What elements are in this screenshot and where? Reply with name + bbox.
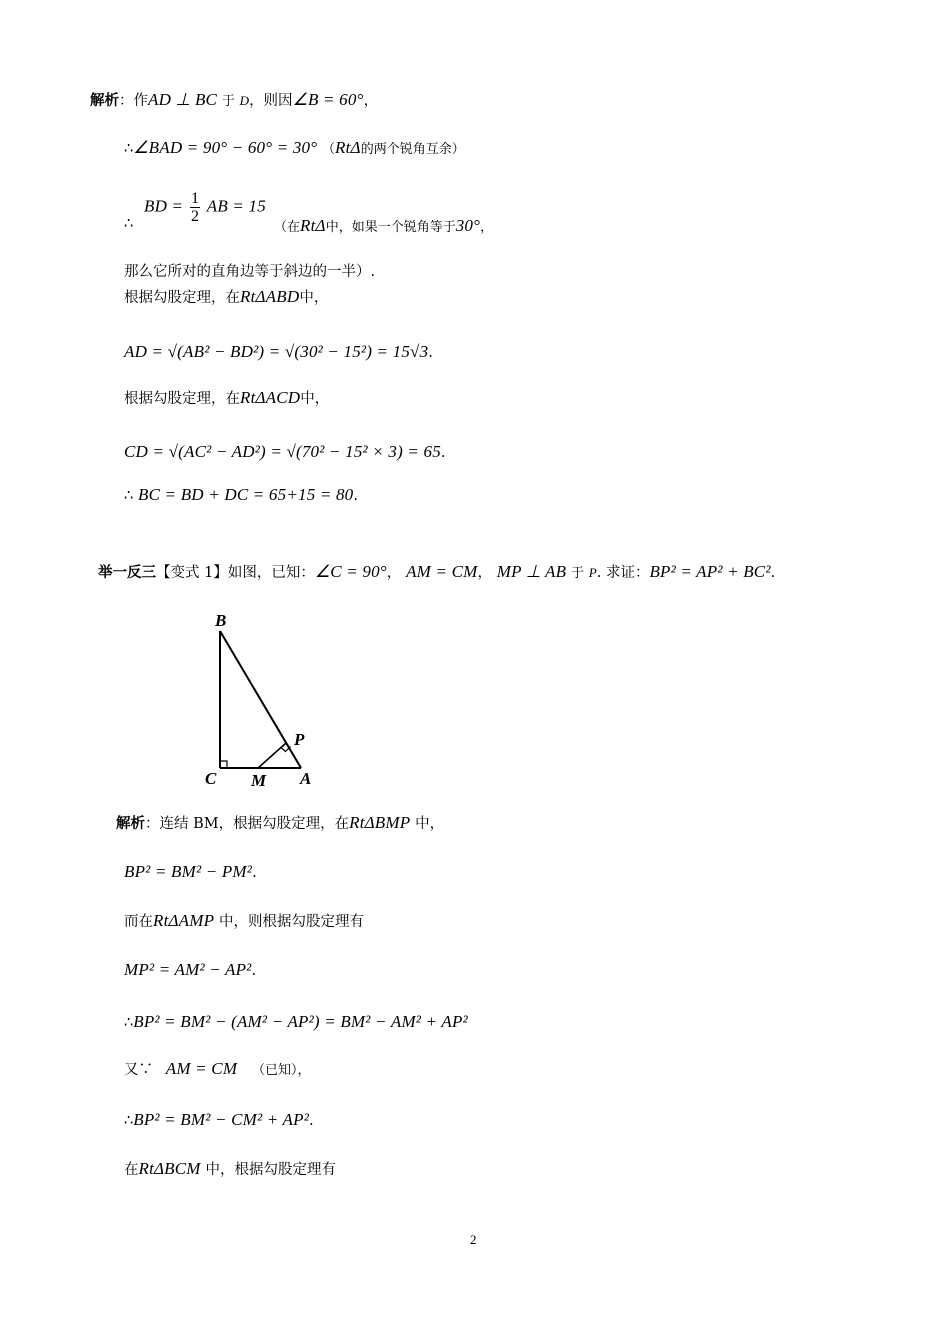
solution-label: 解析	[116, 816, 145, 832]
math: RtΔBCM	[138, 1159, 201, 1178]
formula: BP² = BM² − CM² + AP²	[133, 1110, 310, 1129]
math: RtΔ	[335, 138, 361, 157]
text: 而在	[124, 914, 153, 930]
therefore-symbol: ∴	[124, 488, 134, 504]
line-9	[124, 485, 358, 506]
math: BP² = AP² + BC²	[649, 562, 771, 581]
math: AD ⊥ BC	[148, 90, 218, 109]
label-b: B	[215, 611, 227, 630]
text: （在	[274, 220, 301, 235]
page-number: 2	[470, 1232, 477, 1247]
text: 在	[124, 1162, 139, 1178]
math: AB = 15	[206, 196, 266, 216]
text: .	[440, 445, 446, 461]
text: .	[770, 565, 776, 581]
line-16	[124, 1059, 311, 1081]
text: 根据勾股定理，在	[124, 290, 240, 306]
text: 中，	[415, 816, 445, 832]
line-15	[124, 1012, 468, 1033]
math: RtΔACD	[240, 388, 301, 407]
text: .	[428, 345, 433, 361]
math: ∠BAD = 90° − 60° = 30°	[133, 138, 318, 157]
line-4: 那么它所对的直角边等于斜边的一半）.	[124, 264, 376, 280]
math: 30°	[455, 216, 481, 235]
text: 于	[570, 566, 584, 581]
text: 又∵	[124, 1062, 153, 1078]
text: ，	[386, 565, 402, 581]
text: 中，	[300, 391, 330, 407]
text: 的两个锐角互余）	[360, 142, 465, 157]
solution-line-2	[116, 813, 444, 834]
text: ，	[480, 220, 494, 235]
formula-mp: MP² = AM² − AP²	[124, 960, 252, 979]
line-7	[124, 388, 329, 409]
formula-cd: CD = √(AC² − AD²) = √(70² − 15² × 3) = 65	[124, 442, 441, 461]
therefore-symbol: ∴	[124, 141, 134, 157]
math: ∠C = 90°	[314, 562, 387, 581]
note	[274, 216, 493, 238]
formula-bp: BP² = BM² − PM²	[124, 862, 253, 881]
line-8	[124, 442, 446, 463]
line-13	[124, 911, 364, 932]
text: 中，如果一个锐角等于	[325, 220, 456, 235]
text: ，则因	[249, 93, 293, 109]
math: RtΔ	[300, 216, 326, 235]
math: RtΔBMP	[349, 813, 411, 832]
triangle-figure	[196, 604, 326, 789]
formula-ad: AD = √(AB² − BD²) = √(30² − 15²) = 15√3	[124, 342, 429, 361]
math: BD =	[144, 196, 184, 216]
label-a: A	[300, 769, 312, 788]
text: ：作	[119, 93, 148, 109]
text: 【变式 1】如图，已知：	[156, 565, 315, 581]
label-c: C	[205, 769, 217, 788]
line-2	[124, 138, 465, 160]
math: RtΔABD	[240, 287, 300, 306]
therefore-symbol: ∴	[124, 1113, 134, 1129]
denominator: 2	[190, 208, 199, 225]
text: 于	[221, 94, 235, 109]
label-p: P	[294, 730, 305, 749]
math: MP ⊥ AB	[496, 562, 567, 581]
line-17	[124, 1110, 314, 1131]
solution-label: 解析	[90, 93, 119, 109]
fraction	[190, 190, 200, 225]
math: D	[239, 93, 250, 108]
formula-bc: BC = BD + DC = 65+15 = 80	[138, 485, 354, 504]
formula: BP² = BM² − (AM² − AP²) = BM² − AM² + AP²	[133, 1012, 468, 1031]
math: AM = CM	[165, 1059, 238, 1078]
text: 根据勾股定理，在	[124, 391, 240, 407]
text: 中，根据勾股定理有	[205, 1162, 336, 1178]
math: ∠B = 60°	[292, 90, 364, 109]
text: ，	[363, 93, 379, 109]
variant-problem	[98, 562, 775, 584]
math: P	[588, 565, 597, 580]
text: .	[252, 865, 257, 881]
line-5	[124, 287, 328, 308]
section-label: 举一反三	[98, 565, 156, 581]
label-m: M	[251, 771, 267, 789]
math: RtΔAMP	[153, 911, 215, 930]
line-14	[124, 960, 256, 981]
text: 中，则根据勾股定理有	[219, 914, 364, 930]
therefore-symbol: ∴	[124, 1015, 134, 1031]
therefore-symbol: ∴	[124, 216, 134, 232]
text: .	[353, 488, 358, 504]
line-18	[124, 1159, 336, 1180]
text: （	[322, 142, 336, 157]
text: ，	[477, 565, 492, 581]
text: 中，	[299, 290, 329, 306]
segment-mp	[258, 743, 286, 768]
text: （已知），	[251, 1063, 311, 1078]
math: AM = CM	[406, 562, 478, 581]
solution-line-1	[90, 90, 378, 112]
text: ：连结 BM，根据勾股定理，在	[145, 816, 350, 832]
line-12	[124, 862, 257, 883]
text: . 求证：	[596, 565, 650, 581]
text: .	[251, 963, 257, 979]
numerator: 1	[190, 190, 199, 207]
line-6	[124, 342, 433, 363]
right-angle-c	[220, 761, 227, 768]
formula-bd	[144, 190, 266, 225]
text: .	[309, 1113, 314, 1129]
